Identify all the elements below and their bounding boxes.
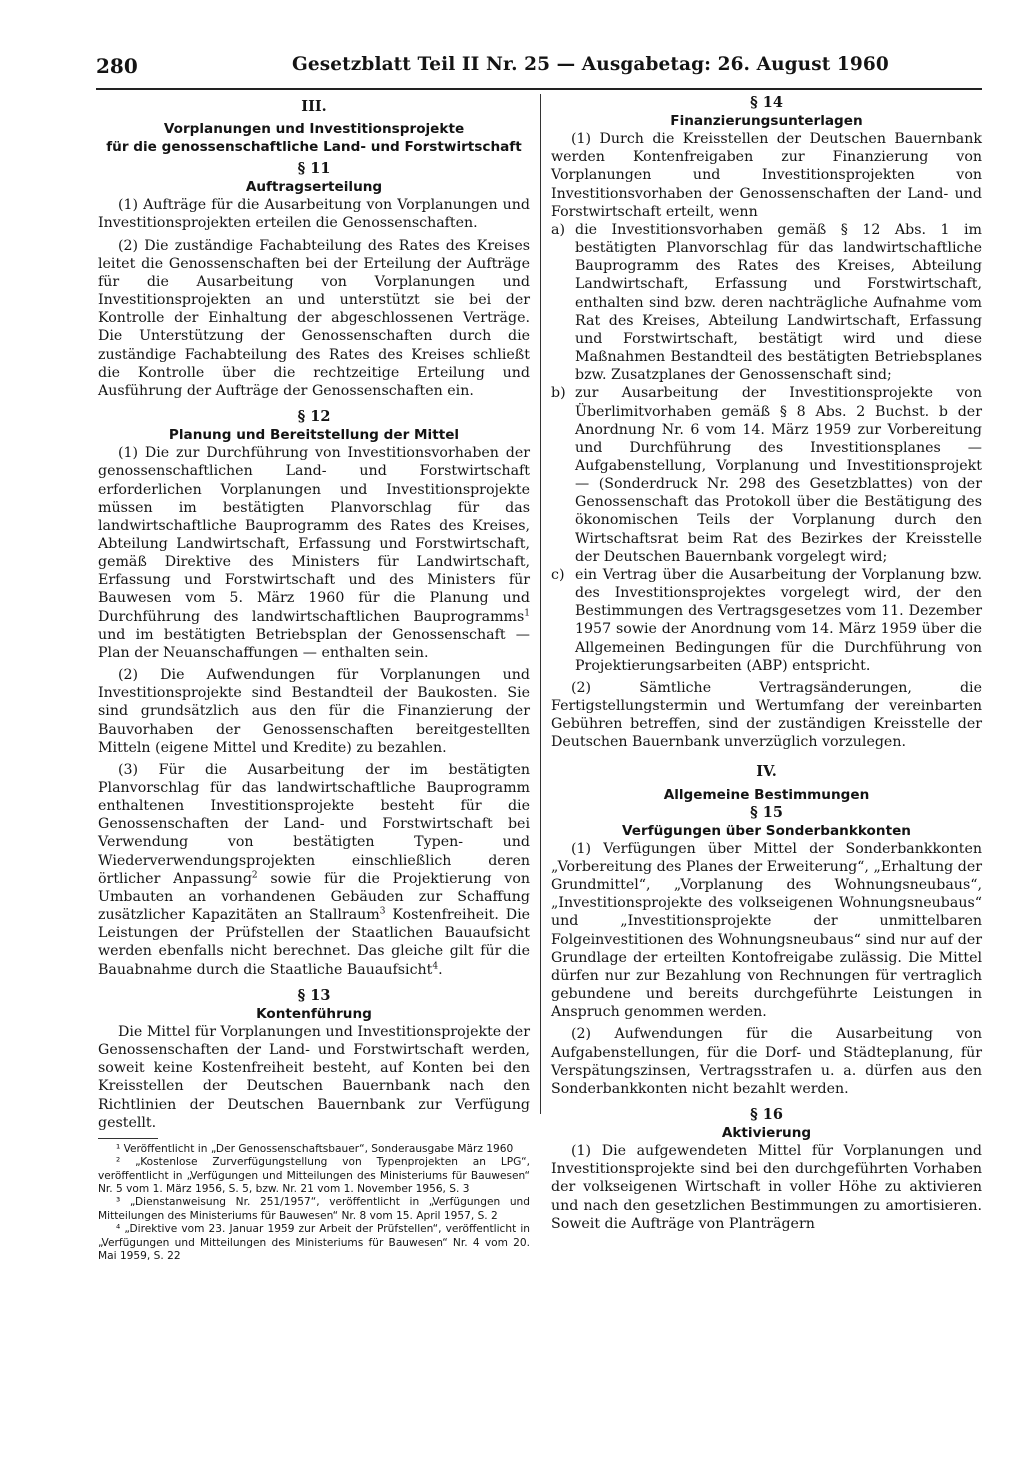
paragraph-16-sign: § 16 <box>750 1105 783 1123</box>
footnotes <box>98 1143 530 1264</box>
left-column <box>98 94 530 1263</box>
paragraph-12-sign: § 12 <box>297 408 331 426</box>
footnote-4: ⁴ „Direktive vom 23. Januar 1959 zur Arbeit der Prüfstellen“, veröffentlicht in „Verfügungen und Mitteilungen des Ministeriums für Bauwesen“ Nr. 4 vom 20. Mai 1959, S. 22 <box>98 1223 530 1263</box>
paragraph-13-sign: § 13 <box>297 986 331 1004</box>
page-header <box>96 54 978 84</box>
paragraph-12-title: Planung und Bereitstellung der Mittel <box>168 427 460 444</box>
section-3-number: III. <box>301 98 327 115</box>
list-item <box>551 566 982 675</box>
running-head: Gesetzblatt Teil II Nr. 25 — Ausgabetag: 26. August 1960 <box>292 54 889 75</box>
paragraph-15-title: Verfügungen über Sonderbankkonten <box>622 822 911 839</box>
footnote-ref-4: 4 <box>432 960 439 971</box>
paragraph-16-text-1: (1) Die aufgewendeten Mittel für Vorplanungen und Investitionsprojekte sind bei den durchgeführten Vorhaben der volkseigenen Wirtschaft in voller Höhe zu aktivieren und nach den gesetzlichen Bestimmungen zu amortisieren. Soweit die Aufträge von Planträgern <box>551 1143 982 1232</box>
paragraph-15-text-1: (1) Verfügungen über Mittel der Sonderbankkonten „Vorbereitung des Planes der Erweiterung“, „Erhaltung der Grundmittel“, „Vorplanung des Wohnungsneubaus“, „Investitionsprojekte des volkseigenen Wohnungsneubaus“ und „Investitionsprojekte der unmittelbaren Folgeinvestitionen des Wohnungsneubaus“ sind nur auf der Grundlage der erteilten Kontofreigabe zulässig. Die Mittel dürfen nur zur Bezahlung von Rechnungen für vertraglich gebundene und bereits durchgeführte Leistungen in Anspruch genommen werden. <box>551 840 982 1021</box>
paragraph-11-title: Auftragserteilung <box>245 179 383 196</box>
list-item-text: ein Vertrag über die Ausarbeitung der Vorplanung bzw. des Investitionsprojektes vorgelegt wird, der den Bestimmungen des Vertragsgesetzes vom 11. Dezember 1957 sowie der Anordnung vom 14. März 1959 über die Allgemeinen Bedingungen für die Durchführung von Projektierungsarbeiten (ABP) entspricht. <box>575 566 982 674</box>
header-rule <box>96 88 982 90</box>
paragraph-13-text: Die Mittel für Vorplanungen und Investitionsprojekte der Genossenschaften der Land- und Forstwirtschaft werden, soweit keine Kostenfreiheit besteht, auf Konten bei den Kreisstellen der Deutschen Bauernbank nach den Richtlinien der Deutschen Bauernbank zur Verfügung gestellt. <box>98 1023 530 1131</box>
page-number: 280 <box>96 54 138 78</box>
section-3-heading-line1: Vorplanungen und Investitionsprojekte <box>163 121 465 138</box>
paragraph-14-intro: (1) Durch die Kreisstellen der Deutschen Bauernbank werden Kontenfreigaben zur Finanzierung von Vorplanungen und Investitionsprojekten von Investitionsvorhaben der Genossenschaften der Land- und Forstwirtschaft erteilt, wenn <box>551 131 982 220</box>
column-divider <box>540 94 541 1114</box>
right-column <box>551 94 982 1233</box>
paragraph-15-text-2: (2) Aufwendungen für die Ausarbeitung von Aufgabenstellungen, für die Dorf- und Städteplanung, für Verspätungszinsen, Vertragsstrafen u. a. dürfen aus den Sonderbankkonten nicht bezahlt werden. <box>551 1026 982 1097</box>
paragraph-14-sign: § 14 <box>750 94 783 111</box>
footnote-ref-1: 1 <box>524 607 530 618</box>
paragraph-15-sign: § 15 <box>750 803 783 821</box>
footnote-2: ² „Kostenlose Zurverfügungstellung von Typenprojekten an LPG“, veröffentlicht in „Verfügungen und Mitteilungen des Ministeriums für Bauwesen“ Nr. 5 vom 1. März 1956, S. 5, bzw. Nr. 21 vom 1. November 1956, S. 3 <box>98 1156 530 1196</box>
paragraph-14-text-2: (2) Sämtliche Vertragsänderungen, die Fertigstellungstermin und Wertumfang der vereinbarten Gebühren betreffen, sind der zuständigen Kreisstelle der Deutschen Bauernbank unverzüglich vorzulegen. <box>551 679 982 751</box>
footnote-ref-2: 2 <box>251 870 258 881</box>
section-4-heading: Allgemeine Bestimmungen <box>663 786 870 803</box>
paragraph-11-text-1: (1) Aufträge für die Ausarbeitung von Vorplanungen und Investitionsprojekten erteilen die Genossenschaften. <box>98 197 530 232</box>
paragraph-12-text-3: (3) Für die Ausarbeitung der im bestätigten Planvorschlag für das landwirtschaftliche Bauprogramm enthaltenen Investitionsprojekte besteht für die Genossenschaften der Land- und Forstwirtschaft bei Verwendung von bestätigten Typen- und Wiederverwendungsprojekten einschließlich deren örtlicher Anpassung$^2$ sowie für die Projektierung von Umbauten an vorhandenen Gebäuden zur Schaffung zusätzlicher Kapazitäten an Stallraum$^3$ Kostenfreiheit. Die Leistungen der Prüfstellen der Staatlichen Bauaufsicht werden ebenfalls nicht berechnet. Das gleiche gilt für die Bauabnahme durch die Staatliche Bauaufsicht$^4$. <box>98 761 531 978</box>
list-item-text: zur Ausarbeitung der Investitionsprojekte von Überlimitvorhaben gemäß § 8 Abs. 2 Buchst. b der Anordnung Nr. 6 vom 14. März 1959 zur Vorbereitung und Durchführung des Investitionsplanes — Aufgabenstellung, Vorplanung und Investitionsprojekt — (Sonderdruck Nr. 298 des Gesetzblattes) von der Genossenschaft das Protokoll über die Bestätigung des ökonomischen Teils der Vorplanung durch den Wirtschaftsrat beim Rat des Bezirkes der Kreisstelle der Deutschen Bauernbank vorgelegt wird; <box>575 385 982 565</box>
footnote-3: ³ „Dienstanweisung Nr. 251/1957“, veröffentlicht in „Verfügungen und Mitteilungen des Ministeriums für Bauwesen“ Nr. 8 vom 15. April 1957, S. 2 <box>98 1196 530 1222</box>
paragraph-14-title: Finanzierungsunterlagen <box>670 113 863 130</box>
paragraph-12-text-1: (1) Die zur Durchführung von Investitionsvorhaben der genossenschaftlichen Land- und Forstwirtschaft erforderlichen Vorplanungen und Investitionsprojekte müssen im bestätigten Planvorschlag für das landwirtschaftliche Bauprogramm des Rates des Kreises, Abteilung Landwirtschaft, Erfassung und Forstwirtschaft, gemäß Direktive des Ministers für Landwirtschaft, Erfassung und Forstwirtschaft und des Ministers für Bauwesen vom 5. März 1960 für die Planung und Durchführung des landwirtschaftlichen Bauprogramms$^1$ und im bestätigten Betriebsplan der Genossenschaft — Plan der Neuanschaffungen — enthalten sein. <box>98 445 530 661</box>
footnote-ref-3: 3 <box>379 906 386 917</box>
paragraph-16-title: Aktivierung <box>721 1125 812 1142</box>
section-4-number: IV. <box>756 763 777 781</box>
list-item <box>551 221 982 384</box>
paragraph-12-text-2: (2) Die Aufwendungen für Vorplanungen und Investitionsprojekte sind Bestandteil der Baukosten. Sie sind grundsätzlich aus den für die Finanzierung der Bauvorhaben der Genossenschaften bereitgestellten Mitteln (eigene Mittel und Kredite) zu bezahlen. <box>98 667 530 756</box>
paragraph-11-text-2: (2) Die zuständige Fachabteilung des Rates des Kreises leitet die Genossenschaften bei der Erteilung der Aufträge für die Ausarbeitung von Vorplanungen und Investitionsprojekten an und unterstützt sie bei der Kontrolle der Einhaltung der abgeschlossenen Verträge. Die Unterstützung der Genossenschaften durch die zuständige Fachabteilung des Rates des Kreises schließt die Kontrolle über die rechtzeitige Erteilung und Ausführung der Aufträge der Genossenschaften ein. <box>98 237 530 399</box>
section-3-heading-line2: für die genossenschaftliche Land- und Forstwirtschaft <box>106 139 522 156</box>
list-item-label: c) <box>551 566 565 583</box>
list-item-label: a) <box>551 221 565 238</box>
list-item-text: die Investitionsvorhaben gemäß § 12 Abs. 1 im bestätigten Planvorschlag für das landwirtschaftliche Bauprogramm des Rates des Kreises, Abteilung Landwirtschaft, Erfassung und Forstwirtschaft, enthalten sind bzw. deren nachträgliche Aufnahme vom Rat des Kreises, Abteilung Landwirtschaft, Erfassung und Forstwirtschaft, bestätigt wird und diese Maßnahmen Bestandteil des bestätigten Betriebsplanes bzw. Zusatzplanes der Genossenschaft sind; <box>575 221 982 384</box>
footnote-rule <box>98 1138 158 1139</box>
list-item-label: b) <box>551 385 566 402</box>
paragraph-11-sign: § 11 <box>297 160 331 178</box>
list-item <box>551 384 982 566</box>
paragraph-13-title: Kontenführung <box>256 1005 372 1022</box>
footnote-1: ¹ Veröffentlicht in „Der Genossenschaftsbauer“, Sonderausgabe März 1960 <box>116 1142 514 1155</box>
